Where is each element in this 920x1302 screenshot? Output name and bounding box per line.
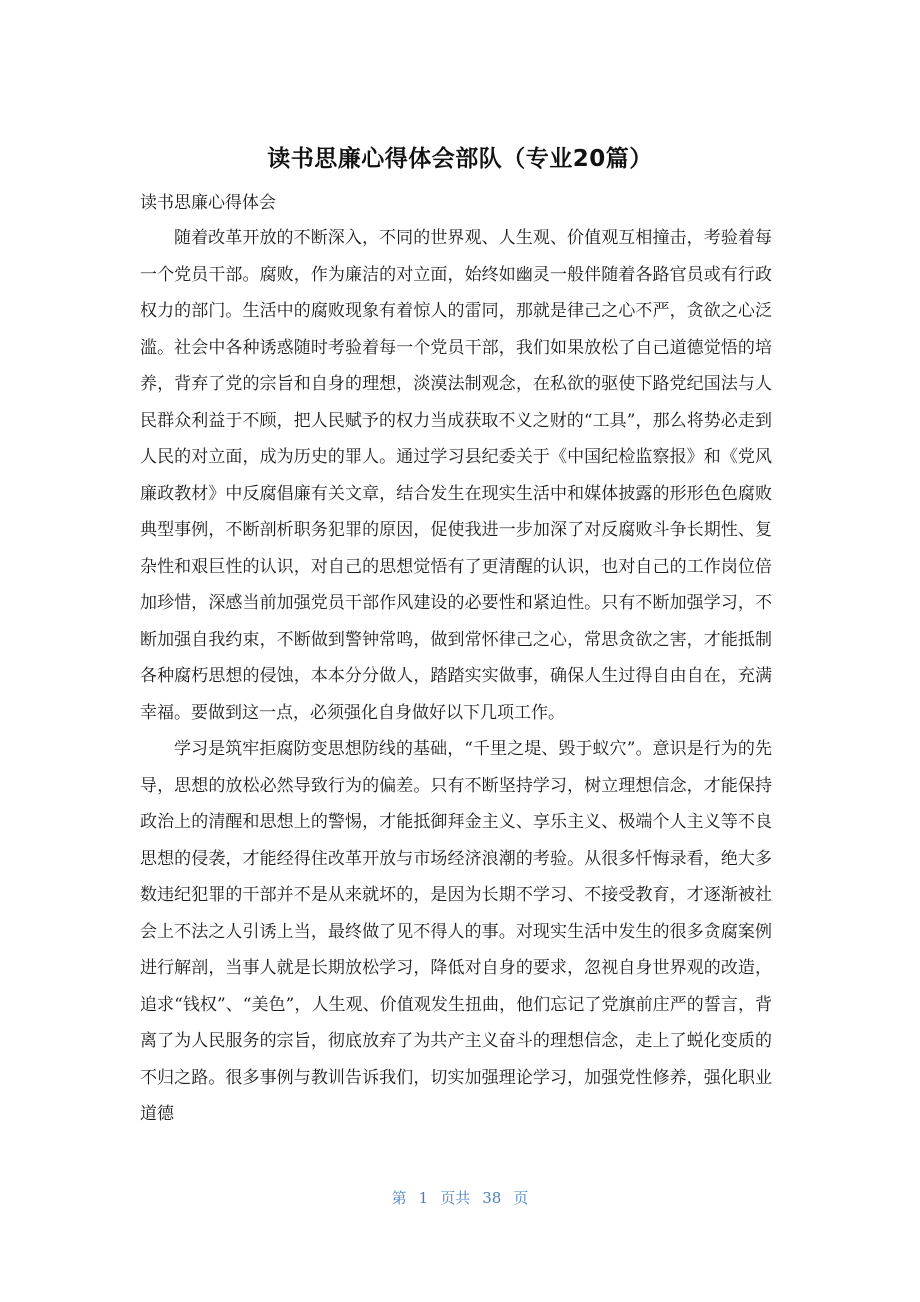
document-title: 读书思廉心得体会部队（专业20篇）: [267, 146, 653, 172]
document-body: [140, 220, 772, 1133]
footer-middle: 页共: [440, 1189, 471, 1207]
footer-suffix: 页: [513, 1189, 529, 1207]
page-footer: [0, 1187, 920, 1208]
paragraph-1: 随着改革开放的不断深入，不同的世界观、人生观、价值观互相撞击，考验着每一个党员干部。腐败，作为廉洁的对立面，始终如幽灵一般伴随着各路官员或有行政权力的部门。生活中的腐败现象有着惊人的雷同，那就是律己之心不严，贪欲之心泛滥。社会中各种诱惑随时考验着每一个党员干部，我们如果放松了自己道德觉悟的培养，背弃了党的宗旨和自身的理想，淡漠法制观念，在私欲的驱使下路党纪国法与人民群众利益于不顾，把人民赋予的权力当成获取不义之财的“工具”，那么将势必走到人民的对立面，成为历史的罪人。通过学习县纪委关于《中国纪检监察报》和《党风廉政教材》中反腐倡廉有关文章，结合发生在现实生活中和媒体披露的形形色色腐败典型事例，不断剖析职务犯罪的原因，促使我进一步加深了对反腐败斗争长期性、复杂性和艰巨性的认识，对自己的思想觉悟有了更清醒的认识，也对自己的工作岗位倍加珍惜，深感当前加强党员干部作风建设的必要性和紧迫性。只有不断加强学习，不断加强自我约束，不断做到警钟常鸣，做到常怀律己之心，常思贪欲之害，才能抵制各种腐朽思想的侵蚀，本本分分做人，踏踏实实做事，确保人生过得自由自在，充满幸福。要做到这一点，必须强化自身做好以下几项工作。: [140, 228, 772, 723]
footer-total-pages: 38: [482, 1189, 502, 1207]
footer-prefix: 第: [391, 1189, 407, 1207]
document-subtitle: 读书思廉心得体会: [140, 193, 276, 213]
footer-current-page: 1: [418, 1189, 429, 1207]
paragraph-2: 学习是筑牢拒腐防变思想防线的基础，“千里之堤、毁于蚁穴”。意识是行为的先导，思想的放松必然导致行为的偏差。只有不断坚持学习，树立理想信念，才能保持政治上的清醒和思想上的警惕，才能抵御拜金主义、享乐主义、极端个人主义等不良思想的侵袭，才能经得住改革开放与市场经济浪潮的考验。从很多忏悔录看，绝大多数违纪犯罪的干部并不是从来就坏的，是因为长期不学习、不接受教育，才逐渐被社会上不法之人引诱上当，最终做了见不得人的事。对现实生活中发生的很多贪腐案例进行解剖，当事人就是长期放松学习，降低对自身的要求，忽视自身世界观的改造，追求“钱权”、“美色”，人生观、价值观发生扭曲，他们忘记了党旗前庄严的誓言，背离了为人民服务的宗旨，彻底放弃了为共产主义奋斗的理想信念，走上了蜕化变质的不归之路。很多事例与教训告诉我们，切实加强理论学习，加强党性修养，强化职业道德: [140, 739, 772, 1124]
